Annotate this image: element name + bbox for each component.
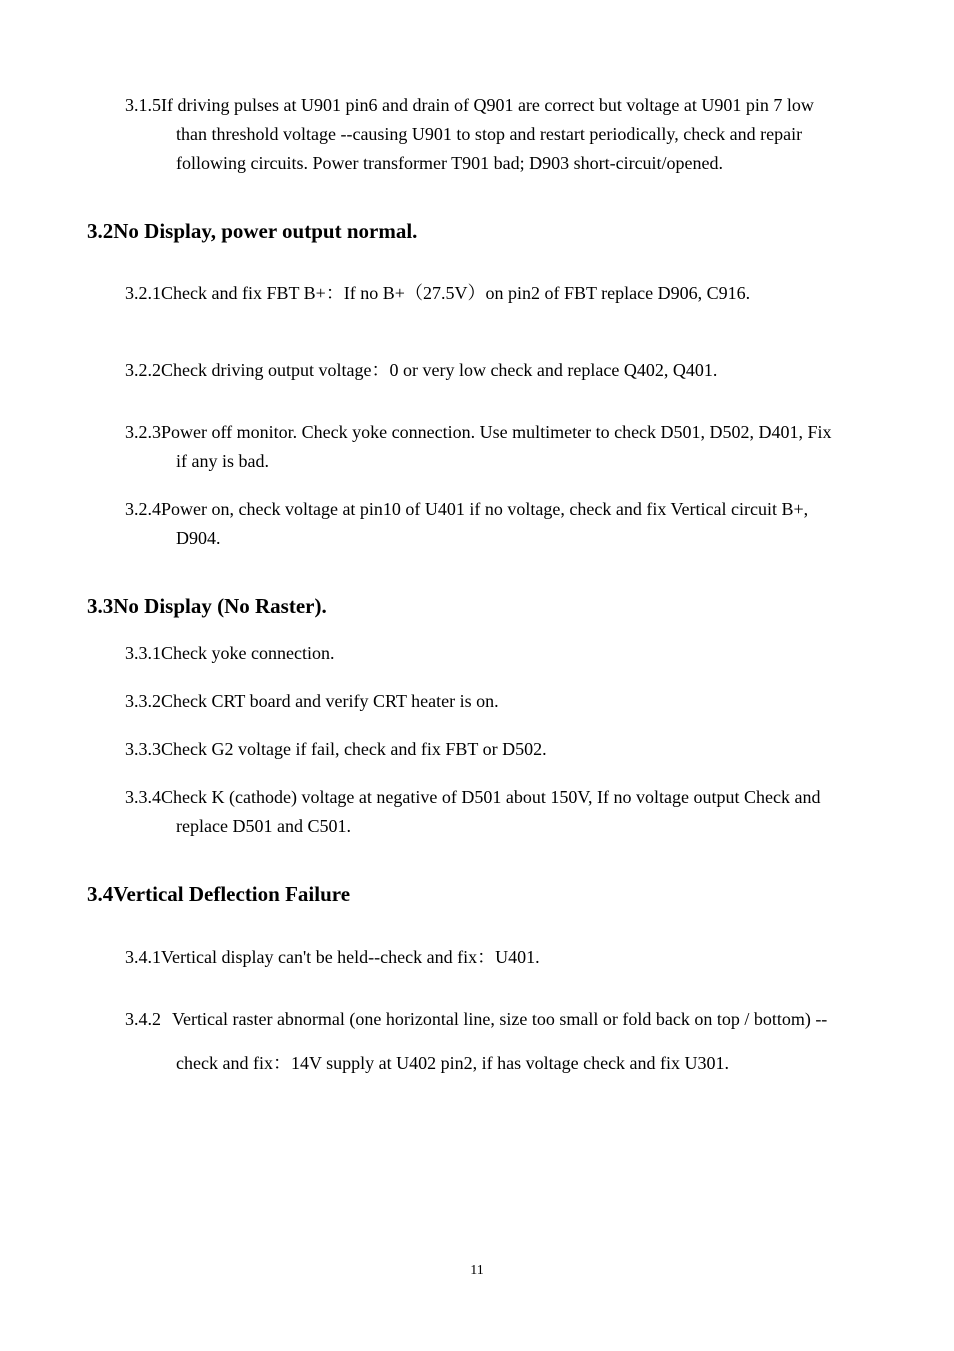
item-text-continued: D904. (176, 528, 221, 548)
item-number: 3.3.1 (125, 643, 161, 663)
item-text-continued: replace D501 and C501. (176, 816, 351, 836)
item-3-3-3 (125, 735, 885, 764)
page-number: 11 (470, 1263, 484, 1278)
item-text: Check driving output voltage：0 or very low check and replace Q402, Q401. (161, 360, 718, 380)
item-text: Vertical raster abnormal (one horizontal line, size too small or fold back on top / bottom) -- (172, 1009, 828, 1029)
item-text: Check CRT board and verify CRT heater is on. (161, 691, 499, 711)
item-text-continued: following circuits. Power transformer T901 bad; D903 short-circuit/opened. (176, 153, 724, 173)
item-text: Vertical display can't be held--check and fix：U401. (161, 947, 540, 967)
section-heading-3-4: 3.4Vertical Deflection Failure (87, 882, 351, 906)
item-text: Check K (cathode) voltage at negative of D501 about 150V, If no voltage output Check and (161, 787, 821, 807)
item-3-2-2 (125, 356, 885, 385)
item-number: 3.3.2 (125, 691, 161, 711)
item-number: 3.1.5 (125, 95, 161, 115)
item-3-4-2 (125, 1005, 885, 1078)
item-3-3-2 (125, 687, 885, 716)
item-text: Check yoke connection. (161, 643, 335, 663)
item-text: Check and fix FBT B+：If no B+（27.5V）on pin2 of FBT replace D906, C916. (161, 283, 751, 303)
item-number: 3.2.3 (125, 422, 161, 442)
section-heading-3-2: 3.2No Display, power output normal. (87, 219, 418, 243)
item-text: Check G2 voltage if fail, check and fix FBT or D502. (161, 739, 547, 759)
item-number: 3.2.1 (125, 283, 161, 303)
item-text-continued: than threshold voltage --causing U901 to stop and restart periodically, check and repair (176, 124, 803, 144)
item-number: 3.2.4 (125, 499, 161, 519)
item-3-2-4 (125, 495, 885, 553)
item-3-3-4 (125, 783, 885, 841)
item-3-4-1 (125, 943, 885, 972)
item-text-continued: if any is bad. (176, 451, 269, 471)
item-3-2-1 (125, 279, 885, 308)
item-number: 3.4.2 (125, 1009, 161, 1029)
item-3-3-1 (125, 639, 885, 668)
item-number: 3.3.4 (125, 787, 161, 807)
item-3-2-3 (125, 418, 885, 476)
item-text: If driving pulses at U901 pin6 and drain of Q901 are correct but voltage at U901 pin 7 low (161, 95, 814, 115)
item-text: Power on, check voltage at pin10 of U401 if no voltage, check and fix Vertical circuit B+, (161, 499, 809, 519)
item-text-continued: check and fix：14V supply at U402 pin2, if has voltage check and fix U301. (176, 1053, 730, 1073)
item-text: Power off monitor. Check yoke connection. Use multimeter to check D501, D502, D401, Fix (161, 422, 832, 442)
item-number: 3.4.1 (125, 947, 161, 967)
item-number: 3.3.3 (125, 739, 161, 759)
item-3-1-5 (125, 91, 885, 178)
item-number: 3.2.2 (125, 360, 161, 380)
section-heading-3-3: 3.3No Display (No Raster). (87, 594, 327, 618)
